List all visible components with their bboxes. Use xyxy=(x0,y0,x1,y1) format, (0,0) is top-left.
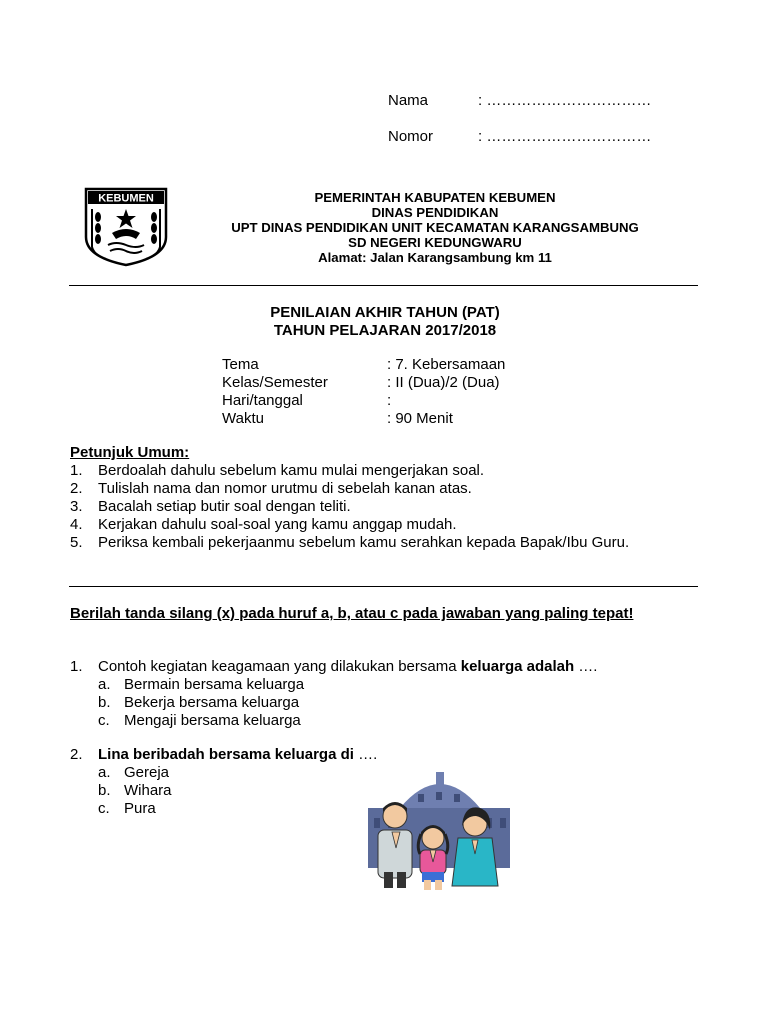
item-text: Tulislah nama dan nomor urutmu di sebelah kanan atas. xyxy=(98,480,472,497)
question-number: 1. xyxy=(70,658,83,675)
option-letter: a. xyxy=(98,764,111,781)
info-row-kelas xyxy=(222,374,505,392)
option-text: Bermain bersama keluarga xyxy=(124,676,305,693)
question-number: 2. xyxy=(70,746,83,763)
info-row-waktu xyxy=(222,410,505,428)
letterhead-line-2: DINAS PENDIDIKAN xyxy=(371,205,499,220)
item-text: Kerjakan dahulu soal-soal yang kamu anggap mudah. xyxy=(98,516,457,533)
general-list xyxy=(70,462,690,552)
option-text: Pura xyxy=(124,800,156,817)
item-text: Periksa kembali pekerjaanmu sebelum kamu serahkan kepada Bapak/Ibu Guru. xyxy=(98,534,630,551)
letterhead-line-3: UPT DINAS PENDIDIKAN UNIT KECAMATAN KARANGSAMBUNG xyxy=(231,220,639,235)
info-key: Waktu xyxy=(222,410,264,427)
question-stem-bold: Lina beribadah bersama keluarga di xyxy=(98,746,354,763)
info-value: : II (Dua)/2 (Dua) xyxy=(387,374,500,391)
number-field: : …………………………… xyxy=(478,128,652,145)
letterhead-line-1: PEMERINTAH KABUPATEN KEBUMEN xyxy=(314,190,556,205)
letterhead-address: Alamat: Jalan Karangsambung km 11 xyxy=(318,250,552,265)
item-number: 2. xyxy=(70,480,83,497)
list-item xyxy=(70,480,690,498)
option-letter: c. xyxy=(98,712,110,729)
info-value: : xyxy=(387,392,392,409)
kebumen-emblem-icon xyxy=(84,187,168,267)
question-text xyxy=(70,746,377,764)
option-c[interactable] xyxy=(70,800,377,818)
info-row-tema xyxy=(222,356,505,374)
option-c[interactable] xyxy=(70,712,597,730)
question-text xyxy=(70,658,597,676)
info-row-hari xyxy=(222,392,505,410)
list-item xyxy=(70,516,690,534)
question-ellipsis: …. xyxy=(574,658,598,675)
info-key: Tema xyxy=(222,356,259,373)
list-item xyxy=(70,534,690,552)
emblem-text: KEBUMEN xyxy=(98,192,154,205)
exam-title-line-2: TAHUN PELAJARAN 2017/2018 xyxy=(273,322,497,339)
info-key: Hari/tanggal xyxy=(222,392,303,409)
exam-title-line-1: PENILAIAN AKHIR TAHUN (PAT) xyxy=(270,304,500,321)
question-ellipsis: …. xyxy=(353,746,378,763)
list-item xyxy=(70,462,690,480)
info-key: Kelas/Semester xyxy=(222,374,328,391)
question-stem-bold: keluarga adalah xyxy=(460,658,575,675)
option-letter: a. xyxy=(98,676,111,693)
general-instructions xyxy=(70,444,690,552)
letterhead xyxy=(160,190,710,265)
option-a[interactable] xyxy=(70,676,597,694)
option-letter: b. xyxy=(98,782,111,799)
option-text: Bekerja bersama keluarga xyxy=(124,694,300,711)
item-text: Berdoalah dahulu sebelum kamu mulai mengerjakan soal. xyxy=(98,462,485,479)
girl-figure-icon xyxy=(418,825,448,890)
item-number: 3. xyxy=(70,498,83,515)
option-b[interactable] xyxy=(70,694,597,712)
section-divider xyxy=(69,586,698,587)
item-number: 5. xyxy=(70,534,83,551)
item-text: Bacalah setiap butir soal dengan teliti. xyxy=(98,498,351,515)
general-heading: Petunjuk Umum: xyxy=(70,444,190,461)
question-instruction: Berilah tanda silang (x) pada huruf a, b, atau c pada jawaban yang paling tepat! xyxy=(70,605,634,622)
question-stem: Contoh kegiatan keagamaan yang dilakukan bersama xyxy=(98,658,461,675)
number-label: Nomor xyxy=(388,128,434,145)
option-b[interactable] xyxy=(70,782,377,800)
letterhead-line-4: SD NEGERI KEDUNGWARU xyxy=(348,235,522,250)
exam-title xyxy=(130,304,640,340)
family-praying-illustration xyxy=(360,768,520,890)
name-field: : …………………………… xyxy=(478,92,652,109)
item-number: 1. xyxy=(70,462,83,479)
option-a[interactable] xyxy=(70,764,377,782)
exam-info xyxy=(222,356,505,428)
list-item xyxy=(70,498,690,516)
info-value: : 7. Kebersamaan xyxy=(387,356,506,373)
header-divider xyxy=(69,285,698,286)
option-letter: b. xyxy=(98,694,111,711)
info-value: : 90 Menit xyxy=(387,410,453,427)
father-figure-icon xyxy=(378,802,412,888)
option-text: Gereja xyxy=(124,764,170,781)
question-2 xyxy=(70,746,377,818)
number-line xyxy=(388,128,651,145)
option-text: Mengaji bersama keluarga xyxy=(124,712,301,729)
name-line xyxy=(388,92,651,109)
option-letter: c. xyxy=(98,800,110,817)
item-number: 4. xyxy=(70,516,83,533)
name-label: Nama xyxy=(388,92,429,109)
option-text: Wihara xyxy=(124,782,172,799)
question-1 xyxy=(70,658,597,730)
